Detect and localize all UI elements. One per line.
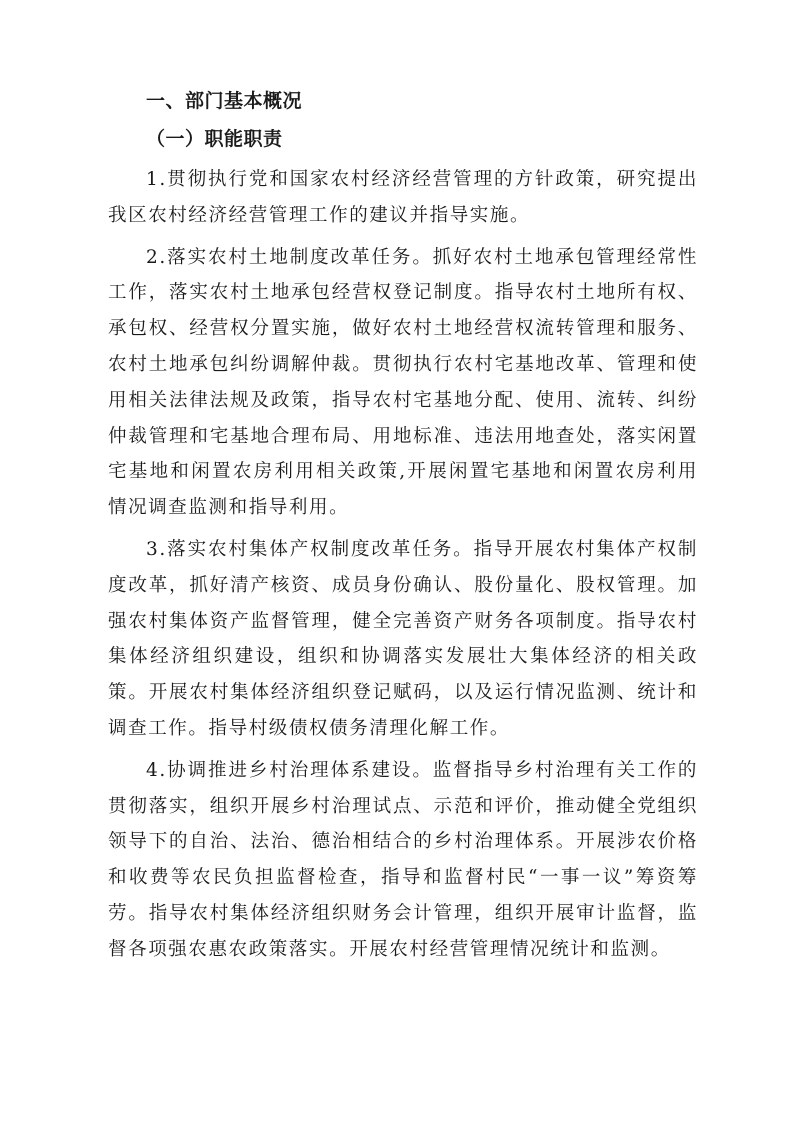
paragraph-1: 1.贯彻执行党和国家农村经济经营管理的方针政策，研究提出我区农村经济经营管理工作的建议并指导实施。 [108,169,698,226]
subsection-heading: （一）职能职责 [146,128,283,150]
section-heading: 一、部门基本概况 [146,90,303,112]
paragraph-3: 3.落实农村集体产权制度改革任务。指导开展农村集体产权制度改革，抓好清产核资、成员身份确认、股份量化、股权管理。加强农村集体资产监督管理，健全完善资产财务各项制度。指导农村集体经济组织建设，组织和协调落实发展壮大集体经济的相关政策。开展农村集体经济组织登记赋码，以及运行情况监测、统计和调查工作。指导村级债权债务清理化解工作。 [108,538,698,739]
paragraph-4: 4.协调推进乡村治理体系建设。监督指导乡村治理有关工作的贯彻落实，组织开展乡村治理试点、示范和评价，推动健全党组织领导下的自治、法治、德治相结合的乡村治理体系。开展涉农价格和收费等农民负担监督检查，指导和监督村民“一事一议”筹资筹劳。指导农村集体经济组织财务会计管理，组织开展审计监督，监督各项强农惠农政策落实。开展农村经营管理情况统计和监测。 [108,759,698,960]
paragraph-2: 2.落实农村土地制度改革任务。抓好农村土地承包管理经常性工作，落实农村土地承包经营权登记制度。指导农村土地所有权、承包权、经营权分置实施，做好农村土地经营权流转管理和服务、农村土地承包纠纷调解仲裁。贯彻执行农村宅基地改革、管理和使用相关法律法规及政策，指导农村宅基地分配、使用、流转、纠纷仲裁管理和宅基地合理布局、用地标准、违法用地查处，落实闲置宅基地和闲置农房利用相关政策,开展闲置宅基地和闲置农房利用情况调查监测和指导利用。 [108,246,698,519]
document-body [108,82,698,974]
